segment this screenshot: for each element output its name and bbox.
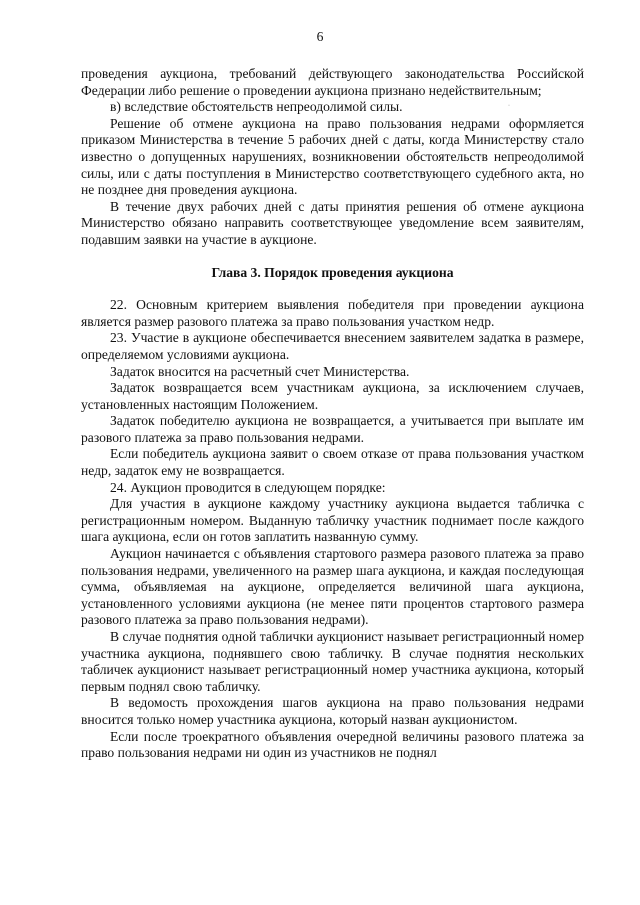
paragraph: Для участия в аукционе каждому участнику аукциона выдается табличка с регистрационным номером. Выданную табличку участник поднимает после каждого шага аукциона, если он готов заплатить названную сумму. <box>81 496 584 545</box>
paragraph: 24. Аукцион проводится в следующем порядке: <box>110 479 386 495</box>
paragraph: Задаток возвращается всем участникам аукциона, за исключением случаев, установленных настоящим Положением. <box>81 380 584 412</box>
paragraph: В течение двух рабочих дней с даты принятия решения об отмене аукциона Министерство обязано направить соответствующее уведомление всем заявителям, подавшим заявки на участие в аукционе. <box>81 198 584 247</box>
paragraph: Если после троекратного объявления очередной величины разового платежа за право пользования недрами ни один из участников не поднял <box>81 728 584 761</box>
paragraph: В случае поднятия одной таблички аукционист называет регистрационный номер участника аукциона, поднявшего свою табличку. В случае поднятия нескольких табличек аукционист называет регистрационный номер участника аукциона, который первым поднял свою табличку. <box>81 629 584 694</box>
paragraph: Задаток победителю аукциона не возвращается, а учитывается при выплате им разового платежа за право пользования недрами. <box>81 413 584 445</box>
paragraph: в) вследствие обстоятельств непреодолимой силы. <box>110 99 403 115</box>
chapter-heading: Глава 3. Порядок проведения аукциона <box>211 264 454 280</box>
paragraph: Аукцион начинается с объявления стартового размера разового платежа за право пользования недрами, увеличенного на размер шага аукциона, и каждая последующая сумма, объявляемая на аукционе, определяется величиной шага аукциона, установленного условиями аукциона (не менее пяти процентов стартового размера разового платежа за право пользования недрами). <box>81 546 584 628</box>
paragraph: проведения аукциона, требований действующего законодательства Российской Федерации либо решение о проведении аукциона признано недействительным; <box>81 66 584 98</box>
paragraph: В ведомость прохождения шагов аукциона на право пользования недрами вносится только номер участника аукциона, который назван аукционистом. <box>81 695 584 727</box>
paragraph: Задаток вносится на расчетный счет Министерства. <box>110 363 410 379</box>
document-body <box>81 66 584 762</box>
paragraph: 23. Участие в аукционе обеспечивается внесением заявителем задатка в размере, определяемом условиями аукциона. <box>81 330 584 362</box>
paragraph: Решение об отмене аукциона на право пользования недрами оформляется приказом Министерства в течение 5 рабочих дней с даты, когда Министерству стало известно о допущенных нарушениях, возникновении обстоятельств непреодолимой силы, или с даты поступления в Министерство соответствующего судебного акта, но не позднее дня проведения аукциона. <box>81 115 584 198</box>
page-number: 6 <box>316 29 324 44</box>
paragraph: 22. Основным критерием выявления победителя при проведении аукциона является размер разового платежа за право пользования участком недр. <box>81 297 584 329</box>
paragraph: Если победитель аукциона заявит о своем отказе от права пользования участком недр, задаток ему не возвращается. <box>81 446 584 479</box>
scan-speck: · <box>508 103 510 109</box>
